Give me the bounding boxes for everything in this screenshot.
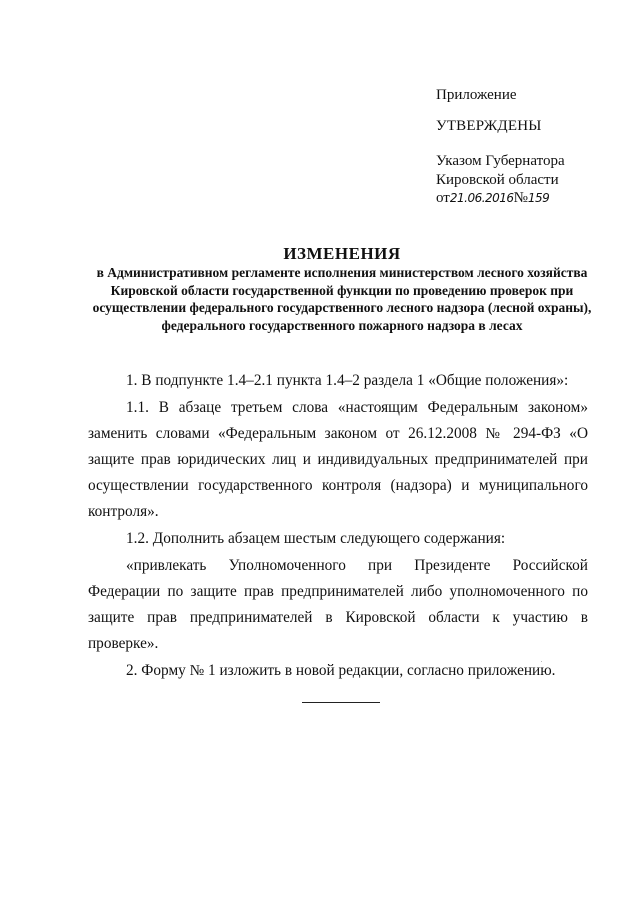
paragraph-quote: «привлекать Уполномоченного при Президенте Российской Федерации по защите прав предпринимателей либо уполномоченного по защите прав предпринимателей в Кировской области к участию в проверке». bbox=[88, 557, 588, 652]
decree-line-1: Указом Губернатора bbox=[436, 153, 565, 169]
decree-date-prefix: от bbox=[436, 190, 450, 206]
approved-label: УТВЕРЖДЕНЫ bbox=[436, 118, 542, 134]
decree-number-prefix: № bbox=[513, 190, 528, 206]
document-body bbox=[88, 368, 588, 684]
decree-line-2: Кировской области bbox=[436, 171, 559, 188]
paragraph-1-1: 1.1. В абзаце третьем слова «настоящим Федеральным законом» заменить словами «Федеральным законом от 26.12.2008 № 294-ФЗ «О защите прав юридических лиц и индивидуальных предпринимателей при осуществлении государственного контроля (надзора) и муниципального контроля». bbox=[88, 399, 588, 520]
paragraph-2: 2. Форму № 1 изложить в новой редакции, согласно приложению. bbox=[126, 662, 556, 679]
decree-reference bbox=[436, 152, 565, 208]
title-subtitle: в Административном регламенте исполнения министерством лесного хозяйства Кировской области государственной функции по проведению проверок при осуществлении федерального государственного лесного надзора (лесной охраны), федерального государственного пожарного надзора в лесах bbox=[92, 265, 592, 333]
decree-date-line bbox=[436, 189, 565, 208]
appendix-label: Приложение bbox=[436, 87, 517, 103]
paragraph-1: 1. В подпункте 1.4–2.1 пункта 1.4–2 раздела 1 «Общие положения»: bbox=[126, 372, 569, 389]
document-title bbox=[92, 243, 592, 334]
end-separator-line bbox=[302, 702, 380, 703]
main-title: ИЗМЕНЕНИЯ bbox=[283, 244, 401, 263]
decree-date: 21.06.2016 bbox=[449, 191, 514, 205]
decree-number: 159 bbox=[527, 191, 550, 205]
paragraph-1-2: 1.2. Дополнить абзацем шестым следующего содержания: bbox=[126, 530, 506, 547]
scan-speck bbox=[541, 661, 542, 662]
